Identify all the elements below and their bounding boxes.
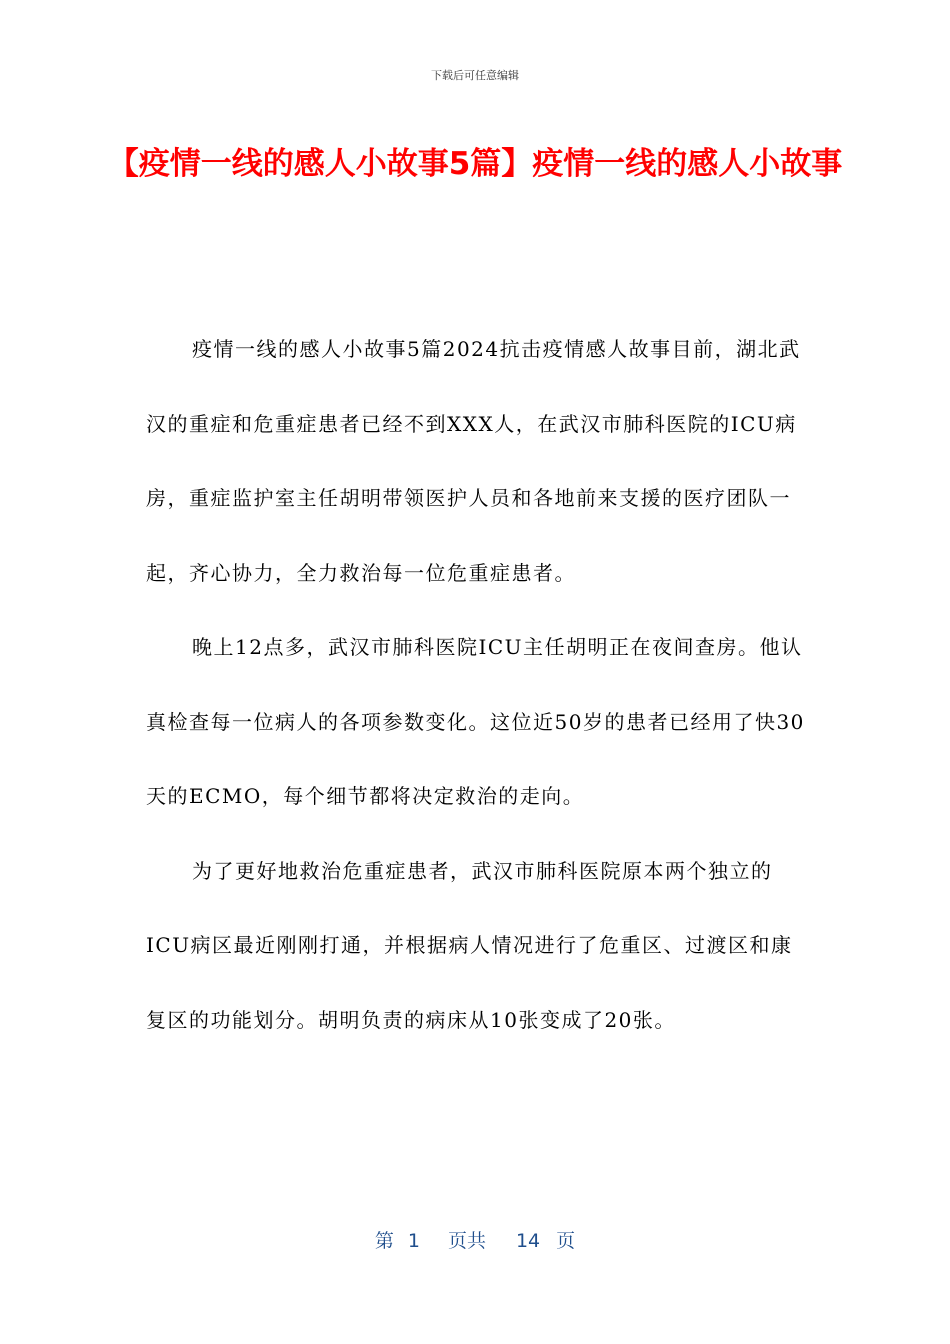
paragraph-1: 疫情一线的感人小故事5篇2024抗击疫情感人故事目前，湖北武汉的重症和危重症患者已经不到XXX人，在武汉市肺科医院的ICU病房，重症监护室主任胡明带领医护人员和各地前来支援的医疗团队一起，齐心协力，全力救治每一位危重症患者。 [146, 337, 801, 585]
page-suffix: 页 [556, 1230, 576, 1252]
document-title: 【疫情一线的感人小故事5篇】疫情一线的感人小故事 [107, 146, 843, 182]
total-pages: 14 [515, 1230, 541, 1252]
page-prefix: 第 [374, 1230, 394, 1252]
page-middle: 页共 [447, 1230, 486, 1252]
document-body [146, 312, 811, 1057]
paragraph-2: 晚上12点多，武汉市肺科医院ICU主任胡明正在夜间查房。他认真检查每一位病人的各项参数变化。这位近50岁的患者已经用了快30天的ECMO，每个细节都将决定救治的走向。 [146, 635, 805, 808]
header-note: 下载后可任意编辑 [431, 69, 519, 82]
page-footer [0, 1226, 950, 1253]
page-number: 1 [407, 1230, 420, 1252]
paragraph-3: 为了更好地救治危重症患者，武汉市肺科医院原本两个独立的ICU病区最近刚刚打通，并根据病人情况进行了危重区、过渡区和康复区的功能划分。胡明负责的病床从10张变成了20张。 [146, 858, 793, 1032]
